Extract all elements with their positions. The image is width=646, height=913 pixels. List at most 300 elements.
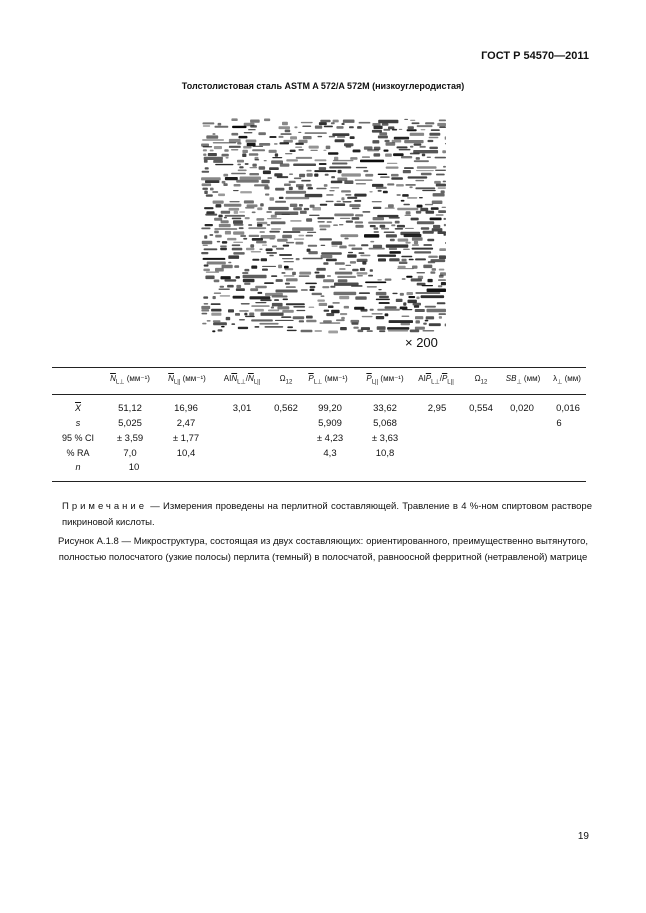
pearlite-band [207, 320, 211, 321]
pearlite-band [306, 170, 311, 172]
pearlite-band [405, 215, 412, 216]
pearlite-band [379, 132, 387, 135]
pearlite-band [228, 262, 231, 264]
pearlite-band [279, 126, 291, 129]
pearlite-band [327, 221, 332, 223]
pearlite-band [381, 228, 389, 230]
pearlite-band [239, 227, 244, 229]
pearlite-band [406, 276, 412, 278]
pearlite-band [439, 316, 442, 319]
pearlite-band [426, 211, 435, 214]
pearlite-band [397, 194, 401, 195]
pearlite-band [365, 282, 386, 284]
pearlite-band [271, 160, 283, 164]
pearlite-band [392, 129, 397, 131]
pearlite-band [208, 153, 217, 156]
pearlite-band [376, 187, 387, 189]
pearlite-band [260, 231, 265, 233]
pearlite-band [276, 279, 283, 282]
pearlite-band [244, 269, 249, 272]
pearlite-band [294, 178, 301, 180]
pearlite-band [374, 227, 379, 229]
pearlite-band [276, 290, 298, 293]
pearlite-band [324, 126, 333, 128]
pearlite-band [211, 309, 221, 312]
pearlite-band [272, 296, 288, 298]
pearlite-band [341, 173, 361, 176]
table-header-rule [52, 394, 586, 395]
pearlite-band [203, 122, 215, 124]
pearlite-band [368, 275, 373, 277]
pearlite-band [223, 183, 227, 186]
pearlite-band [285, 283, 290, 285]
pearlite-band [271, 221, 286, 224]
pearlite-band [357, 275, 363, 276]
pearlite-band [367, 286, 377, 287]
pearlite-band [378, 174, 388, 175]
pearlite-band [415, 292, 440, 293]
pearlite-band [358, 330, 364, 333]
pearlite-band [427, 309, 447, 313]
note-label: Примечание [62, 501, 147, 512]
pearlite-band [229, 139, 241, 143]
pearlite-band [389, 248, 397, 250]
pearlite-band [309, 146, 319, 149]
pearlite-band [272, 246, 277, 248]
pearlite-band [385, 154, 392, 157]
pearlite-band [303, 136, 312, 139]
pearlite-band [390, 239, 395, 242]
pearlite-band [204, 248, 218, 250]
pearlite-band [260, 203, 264, 206]
pearlite-band [372, 140, 379, 143]
pearlite-band [445, 323, 446, 326]
pearlite-band [260, 299, 271, 301]
pearlite-band [370, 269, 373, 272]
pearlite-band [280, 164, 290, 167]
pearlite-band [379, 302, 390, 304]
pearlite-band [356, 183, 366, 184]
pearlite-band [233, 252, 244, 255]
pearlite-band [296, 258, 300, 260]
pearlite-band [282, 310, 294, 313]
pearlite-band [350, 261, 356, 264]
pearlite-band [401, 256, 412, 258]
pearlite-band [443, 166, 446, 168]
pearlite-band [403, 170, 411, 173]
pearlite-band [214, 280, 220, 283]
pearlite-band [415, 316, 423, 319]
pearlite-band [377, 255, 396, 257]
pearlite-band [392, 293, 397, 294]
pearlite-band [239, 310, 249, 312]
pearlite-band [204, 160, 208, 163]
pearlite-band [437, 123, 446, 126]
pearlite-band [326, 259, 337, 262]
pearlite-band [408, 176, 428, 178]
pearlite-band [201, 306, 210, 309]
table-cell: 0,016 [556, 403, 580, 414]
pearlite-band [204, 191, 208, 195]
pearlite-band [355, 180, 373, 181]
pearlite-band [397, 146, 408, 148]
pearlite-band [270, 239, 275, 240]
pearlite-band [341, 197, 344, 200]
pearlite-band [333, 225, 338, 226]
pearlite-band [202, 171, 210, 173]
pearlite-band [211, 303, 221, 305]
pearlite-band [427, 289, 446, 293]
pearlite-band [411, 218, 419, 221]
pearlite-band [293, 207, 302, 210]
pearlite-band [403, 204, 410, 206]
pearlite-band [327, 275, 331, 277]
pearlite-band [386, 244, 409, 247]
pearlite-band [219, 289, 230, 290]
pearlite-band [266, 248, 273, 251]
pearlite-band [294, 126, 297, 128]
pearlite-band [425, 122, 434, 124]
pearlite-band [290, 204, 297, 207]
pearlite-band [299, 174, 305, 177]
pearlite-band [305, 132, 327, 133]
pearlite-band [306, 320, 316, 323]
pearlite-band [426, 316, 434, 319]
table-cell: ± 1,77 [172, 433, 200, 444]
pearlite-band [353, 327, 358, 329]
pearlite-band [269, 167, 279, 170]
pearlite-band [336, 126, 343, 129]
pearlite-band [201, 309, 209, 311]
pearlite-band [415, 309, 425, 312]
pearlite-band [374, 126, 383, 130]
pearlite-band [439, 269, 445, 271]
pearlite-band [415, 258, 426, 260]
pearlite-band [414, 160, 429, 162]
pearlite-band [301, 289, 308, 291]
pearlite-band [255, 302, 266, 303]
pearlite-band [377, 309, 400, 311]
pearlite-band [337, 276, 356, 278]
pearlite-band [329, 136, 335, 138]
table-cell: 2,95 [427, 403, 447, 414]
pearlite-band [262, 269, 268, 271]
row-label-mean: $\overline{X}$ [74, 403, 82, 413]
pearlite-band [410, 153, 420, 155]
pearlite-band [215, 164, 233, 165]
pearlite-band [435, 157, 446, 159]
pearlite-band [409, 259, 414, 261]
pearlite-band [374, 231, 379, 232]
pearlite-band [401, 323, 410, 326]
pearlite-band [317, 300, 325, 302]
pearlite-band [215, 268, 224, 272]
pearlite-band [222, 265, 233, 269]
table-cell: 7,0 [123, 448, 137, 459]
pearlite-band [319, 225, 330, 228]
pearlite-band [272, 157, 282, 158]
pearlite-band [320, 120, 330, 123]
pearlite-band [370, 225, 376, 227]
pearlite-band [221, 276, 231, 279]
pearlite-band [280, 142, 290, 144]
pearlite-band [264, 160, 267, 161]
pearlite-band [205, 224, 213, 226]
pearlite-band [442, 150, 446, 153]
pearlite-band [245, 207, 254, 209]
pearlite-band [367, 330, 373, 332]
pearlite-band [307, 173, 313, 177]
pearlite-band [391, 224, 395, 226]
pearlite-band [264, 186, 269, 189]
note-paragraph [62, 499, 592, 531]
pearlite-band [308, 187, 313, 189]
pearlite-band [331, 181, 343, 184]
pearlite-band [304, 208, 309, 210]
pearlite-band [244, 200, 254, 203]
pearlite-band [334, 214, 354, 217]
pearlite-band [250, 120, 260, 123]
pearlite-band [275, 153, 278, 156]
pearlite-band [299, 204, 303, 207]
pearlite-band [228, 309, 234, 312]
pearlite-band [272, 303, 283, 307]
pearlite-band [435, 170, 446, 171]
pearlite-band [416, 170, 434, 171]
pearlite-band [222, 154, 229, 157]
pearlite-band [261, 258, 267, 261]
pearlite-band [331, 176, 335, 178]
pearlite-band [408, 300, 417, 304]
pearlite-band [202, 139, 224, 140]
pearlite-band [416, 297, 419, 300]
pearlite-band [433, 193, 445, 196]
pearlite-band [249, 313, 254, 316]
pearlite-band [277, 176, 289, 178]
header-sb: $SB_\perp$ (мм) [505, 374, 541, 386]
pearlite-band [415, 327, 425, 330]
pearlite-band [345, 194, 351, 196]
pearlite-band [257, 224, 263, 227]
pearlite-band [319, 122, 327, 125]
pearlite-band [292, 272, 296, 275]
pearlite-band [207, 262, 226, 265]
pearlite-band [314, 174, 318, 177]
pearlite-band [404, 140, 423, 143]
pearlite-band [257, 222, 267, 225]
pearlite-band [279, 197, 284, 199]
pearlite-band [438, 210, 446, 213]
pearlite-band [385, 313, 389, 316]
pearlite-band [262, 245, 267, 246]
row-label-n: n [75, 462, 81, 472]
pearlite-band [386, 167, 399, 169]
pearlite-band [221, 211, 230, 214]
pearlite-band [357, 126, 362, 129]
pearlite-band [315, 272, 320, 274]
pearlite-band [444, 218, 447, 220]
pearlite-band [301, 122, 313, 123]
pearlite-band [259, 323, 278, 325]
pearlite-band [201, 228, 210, 230]
header-n-perp: $\overline{N}_{L\perp}$ (мм⁻¹) [110, 374, 150, 386]
pearlite-band [251, 319, 273, 321]
pearlite-band [220, 295, 231, 296]
pearlite-band [362, 261, 366, 264]
pearlite-band [372, 313, 383, 314]
pearlite-band [404, 234, 422, 237]
pearlite-band [347, 197, 357, 199]
pearlite-band [281, 316, 291, 318]
table-cell: 3,01 [232, 403, 252, 414]
pearlite-band [378, 258, 386, 261]
pearlite-band [407, 197, 417, 198]
pearlite-band [237, 160, 244, 163]
pearlite-band [428, 140, 434, 142]
pearlite-band [319, 303, 327, 306]
pearlite-band [321, 245, 326, 246]
pearlite-band [401, 156, 412, 158]
pearlite-band [350, 136, 355, 139]
pearlite-band [218, 123, 222, 126]
pearlite-band [213, 201, 224, 204]
pearlite-band [233, 190, 239, 191]
pearlite-band [220, 248, 227, 251]
pearlite-band [298, 132, 301, 133]
pearlite-band [351, 285, 362, 287]
pearlite-band [436, 184, 446, 187]
pearlite-band [274, 143, 278, 144]
pearlite-band [245, 316, 255, 317]
pearlite-band [344, 180, 353, 184]
pearlite-band [263, 171, 271, 175]
pearlite-band [392, 140, 402, 143]
pearlite-band [271, 215, 277, 218]
pearlite-band [284, 275, 295, 276]
pearlite-band [226, 317, 231, 320]
pearlite-band [201, 252, 208, 254]
pearlite-band [214, 231, 219, 234]
pearlite-band [385, 207, 395, 209]
pearlite-band [265, 326, 284, 328]
pearlite-band [232, 244, 241, 246]
row-label-ci: 95 % CI [61, 433, 95, 443]
pearlite-band [213, 142, 236, 143]
pearlite-band [244, 313, 247, 316]
pearlite-band [406, 211, 411, 214]
pearlite-band [341, 190, 351, 192]
document-id: ГОСТ Р 54570—2011 [481, 50, 589, 62]
pearlite-band [284, 261, 294, 262]
pearlite-band [203, 245, 208, 246]
pearlite-band [339, 224, 343, 225]
pearlite-band [271, 275, 277, 277]
pearlite-band [385, 279, 392, 281]
magnification-label: × 200 [405, 335, 438, 350]
pearlite-band [290, 136, 297, 139]
pearlite-band [412, 122, 420, 124]
pearlite-band [363, 170, 368, 172]
pearlite-band [391, 174, 399, 177]
pearlite-band [429, 147, 438, 150]
pearlite-band [405, 228, 414, 229]
pearlite-band [214, 293, 221, 294]
pearlite-band [362, 211, 370, 213]
pearlite-band [220, 286, 224, 288]
pearlite-band [227, 285, 234, 288]
pearlite-band [289, 187, 293, 190]
table-cell: 0,562 [274, 403, 298, 414]
pearlite-band [286, 191, 306, 194]
pearlite-band [239, 212, 245, 213]
table-bottom-rule [52, 481, 586, 482]
pearlite-band [285, 130, 291, 133]
pearlite-band [386, 142, 396, 146]
pearlite-band [425, 204, 433, 205]
table-cell: 5,068 [373, 418, 397, 429]
pearlite-band [323, 150, 326, 151]
pearlite-band [417, 166, 437, 169]
pearlite-band [337, 136, 345, 137]
pearlite-band [369, 191, 372, 192]
pearlite-band [430, 271, 435, 273]
pearlite-band [387, 163, 398, 164]
pearlite-band [438, 231, 447, 234]
pearlite-band [227, 238, 236, 241]
pearlite-band [360, 268, 365, 271]
pearlite-band [412, 248, 434, 250]
pearlite-band [328, 306, 334, 309]
pearlite-band [224, 217, 227, 219]
pearlite-band [423, 244, 432, 246]
pearlite-band [238, 327, 248, 329]
pearlite-band [296, 242, 304, 245]
pearlite-band [407, 129, 417, 131]
pearlite-band [231, 133, 238, 136]
row-label-ra: % RA [66, 448, 90, 458]
header-omega-p: $\Omega_{12}$ [474, 374, 488, 386]
pearlite-band [404, 119, 408, 120]
pearlite-band [412, 237, 423, 241]
pearlite-band [287, 326, 293, 328]
pearlite-band [319, 163, 327, 165]
pearlite-band [215, 235, 222, 238]
pearlite-band [332, 302, 339, 303]
pearlite-band [350, 157, 357, 160]
pearlite-band [298, 149, 303, 151]
pearlite-band [303, 258, 323, 260]
pearlite-band [218, 329, 223, 331]
pearlite-band [316, 275, 325, 278]
pearlite-band [402, 309, 412, 310]
table-cell: 5,025 [118, 418, 142, 429]
pearlite-band [202, 241, 213, 244]
pearlite-band [441, 282, 446, 285]
pearlite-band [423, 330, 435, 331]
pearlite-band [221, 220, 229, 223]
pearlite-band [225, 215, 245, 217]
pearlite-band [271, 307, 274, 309]
header-p-par: $\overline{P}_{L||}$ (мм⁻¹) [366, 374, 404, 386]
pearlite-band [223, 174, 228, 177]
pearlite-band [335, 272, 352, 275]
pearlite-band [241, 303, 250, 304]
pearlite-band [203, 258, 226, 260]
pearlite-band [204, 303, 209, 305]
pearlite-band [370, 241, 374, 243]
pearlite-band [271, 229, 281, 230]
pearlite-band [224, 204, 242, 207]
